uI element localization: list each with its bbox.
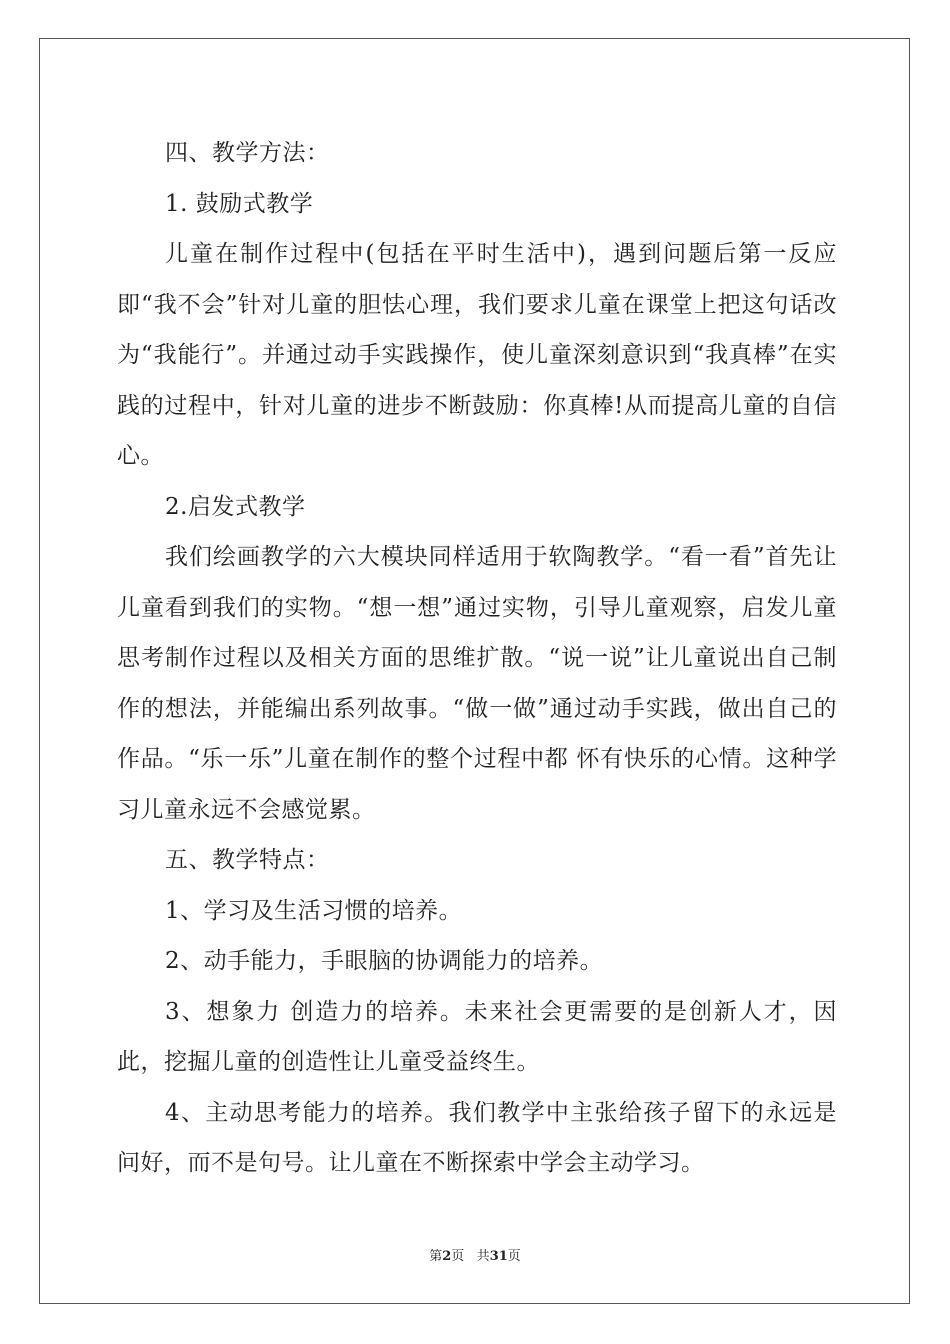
- list-item-habits: 1、学习及生活习惯的培养。: [165, 897, 463, 924]
- document-body: [117, 128, 837, 1189]
- subheading-heuristic: 2.启发式教学: [165, 493, 306, 520]
- footer-page-number: 2: [442, 1249, 452, 1264]
- page-footer: [0, 1245, 950, 1264]
- section-heading-teaching-methods: 四、教学方法：: [165, 140, 330, 166]
- subheading-encouragement: 1. 鼓励式教学: [165, 190, 314, 217]
- footer-total-number: 31: [489, 1249, 508, 1264]
- list-item-creativity: 3、想象力 创造力的培养。未来社会更需要的是创新人才，因此，挖掘儿童的创造性让儿童受益终生。: [117, 998, 837, 1075]
- paragraph-heuristic: 我们绘画教学的六大模块同样适用于软陶教学。“看一看”首先让儿童看到我们的实物。“想一想”通过实物，引导儿童观察，启发儿童思考制作过程以及相关方面的思维扩散。“说一说”让儿童说出自己制作的想法，并能编出系列故事。“做一做”通过动手实践，做出自己的作品。“乐一乐”儿童在制作的整个过程中都 怀有快乐的心情。这种学习儿童永远不会感觉累。: [117, 544, 837, 823]
- footer-page-suffix: 页: [451, 1249, 465, 1264]
- list-item-hands-on: 2、动手能力，手眼脑的协调能力的培养。: [165, 948, 604, 974]
- section-heading-teaching-features: 五、教学特点：: [165, 847, 330, 873]
- footer-page-prefix: 第: [429, 1249, 443, 1264]
- list-item-active-thinking: 4、主动思考能力的培养。我们教学中主张给孩子留下的永远是问好，而不是句号。让儿童在不断探索中学会主动学习。: [117, 1099, 837, 1176]
- paragraph-encouragement: 儿童在制作过程中(包括在平时生活中)，遇到问题后第一反应即“我不会”针对儿童的胆怯心理，我们要求儿童在课堂上把这句话改为“我能行”。并通过动手实践操作，使儿童深刻意识到“我真棒”在实践的过程中，针对儿童的进步不断鼓励：你真棒!从而提高儿童的自信心。: [117, 241, 837, 469]
- footer-total-suffix: 页: [507, 1249, 521, 1264]
- footer-total-prefix: 共: [476, 1249, 490, 1264]
